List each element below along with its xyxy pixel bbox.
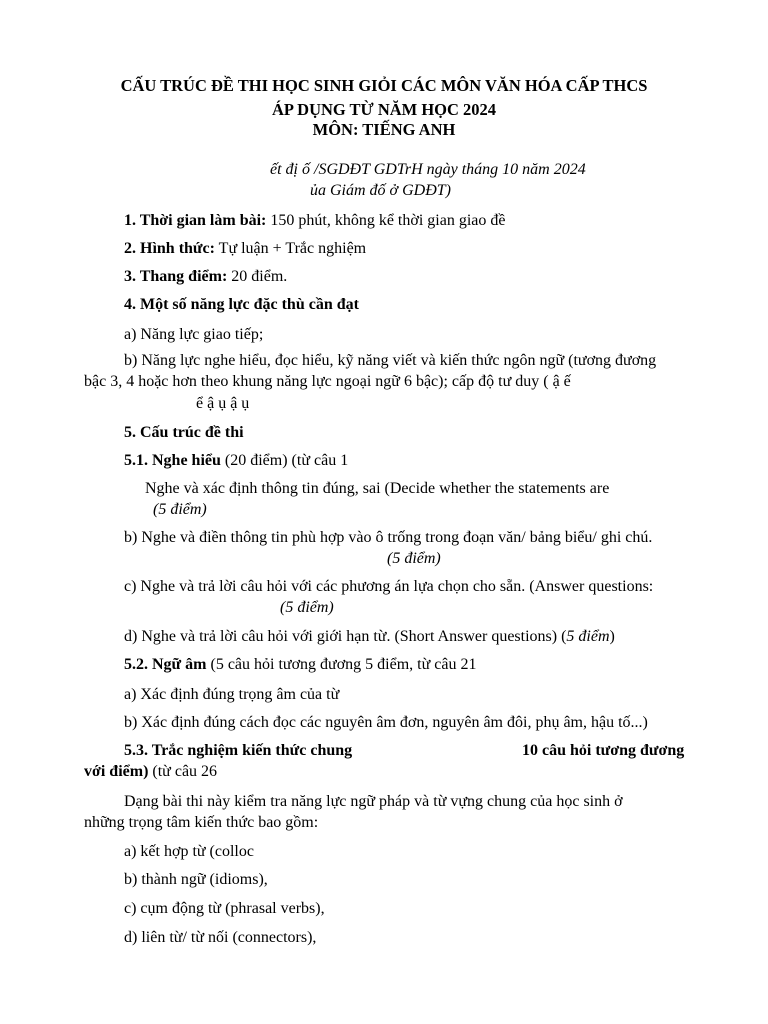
competence-b-line-2: bậc 3, 4 hoặc hơn theo khung năng lực ngoại ngữ 6 bậc); cấp độ tư duy ( ậ ế [84,373,571,390]
listening-d [124,627,615,647]
listening-c-points: (5 điểm) [280,599,334,616]
competence-a: a) Năng lực giao tiếp; [124,326,264,343]
competence-b-line-3: ể ậ ụ ậ ụ [196,395,250,412]
structure-heading [124,423,244,443]
decision-line-1: ết đị ố /SGDĐT GDTrH ngày tháng 10 năm 2024 [270,161,586,178]
listening-d-text: d) Nghe và trả lời câu hỏi với giới hạn từ. (Short Answer questions) ( [124,628,567,645]
phonetics-b: b) Xác định đúng cách đọc các nguyên âm đơn, nguyên âm đôi, phụ âm, hậu tố...) [124,714,648,731]
general-knowledge-value-2: (từ câu 26 [148,763,218,780]
listening-d-close: ) [609,628,615,645]
general-knowledge-b: b) thành ngữ (idioms), [124,871,268,888]
structure-heading-text: 5. Cấu trúc đề thi [124,424,244,441]
general-knowledge-heading [124,741,352,761]
subject-title: MÔN: TIẾNG ANH [312,120,456,139]
competence-heading-text: 4. Một số năng lực đặc thù cần đạt [124,296,359,313]
document-subtitle: ÁP DỤNG TỪ NĂM HỌC 2024 [271,100,497,119]
listening-b: b) Nghe và điền thông tin phù hợp vào ô trống trong đoạn văn/ bảng biểu/ ghi chú. [124,529,653,546]
listening-heading [124,451,348,471]
general-knowledge-c: c) cụm động từ (phrasal verbs), [124,900,325,917]
general-knowledge-count-text: 10 câu hỏi tương đương [522,742,685,759]
time-value: 150 phút, không kể thời gian giao đề [266,212,506,229]
time-label: 1. Thời gian làm bài: [124,212,267,229]
general-knowledge-label: 5.3. Trắc nghiệm kiến thức chung [124,742,353,759]
competence-b-line-1: b) Năng lực nghe hiểu, đọc hiểu, kỹ năng viết và kiến thức ngôn ngữ (tương đương [124,352,657,369]
listening-c: c) Nghe và trả lời câu hỏi với các phương án lựa chọn cho sẵn. (Answer questions: [124,578,654,595]
general-knowledge-a: a) kết hợp từ (colloc [124,843,254,860]
listening-d-points: 5 điểm [566,628,610,645]
phonetics-label: 5.2. Ngữ âm [124,656,207,673]
listening-b-points: (5 điểm) [387,550,441,567]
general-knowledge-d: d) liên từ/ từ nối (connectors), [124,929,317,946]
scale-value: 20 điểm. [227,268,288,285]
time-item [124,211,505,231]
listening-a: Nghe và xác định thông tin đúng, sai (Decide whether the statements are [145,480,610,497]
phonetics-value: (5 câu hỏi tương đương 5 điểm, từ câu 21 [206,656,477,673]
form-value: Tự luận + Trắc nghiệm [214,240,367,257]
general-knowledge-count [522,741,684,761]
listening-value: (20 điểm) (từ câu 1 [220,452,349,469]
general-knowledge-label-2: với điểm) [84,763,149,780]
document-title: CẤU TRÚC ĐỀ THI HỌC SINH GIỎI CÁC MÔN VĂN HÓA CẤP THCS [120,76,648,95]
scale-label: 3. Thang điểm: [124,268,228,285]
general-knowledge-intro-2: những trọng tâm kiến thức bao gồm: [84,814,319,831]
general-knowledge-heading-2 [84,762,217,782]
phonetics-heading [124,655,476,675]
competence-heading [124,295,359,315]
form-label: 2. Hình thức: [124,240,215,257]
decision-line-2: ủa Giám đố ở GDĐT) [310,182,451,199]
general-knowledge-intro-1: Dạng bài thi này kiểm tra năng lực ngữ pháp và từ vựng chung của học sinh ở [124,793,623,810]
listening-label: 5.1. Nghe hiểu [124,452,221,469]
scale-item [124,267,287,287]
listening-a-points: (5 điểm) [153,501,207,518]
phonetics-a: a) Xác định đúng trọng âm của từ [124,686,340,703]
form-item [124,239,366,259]
